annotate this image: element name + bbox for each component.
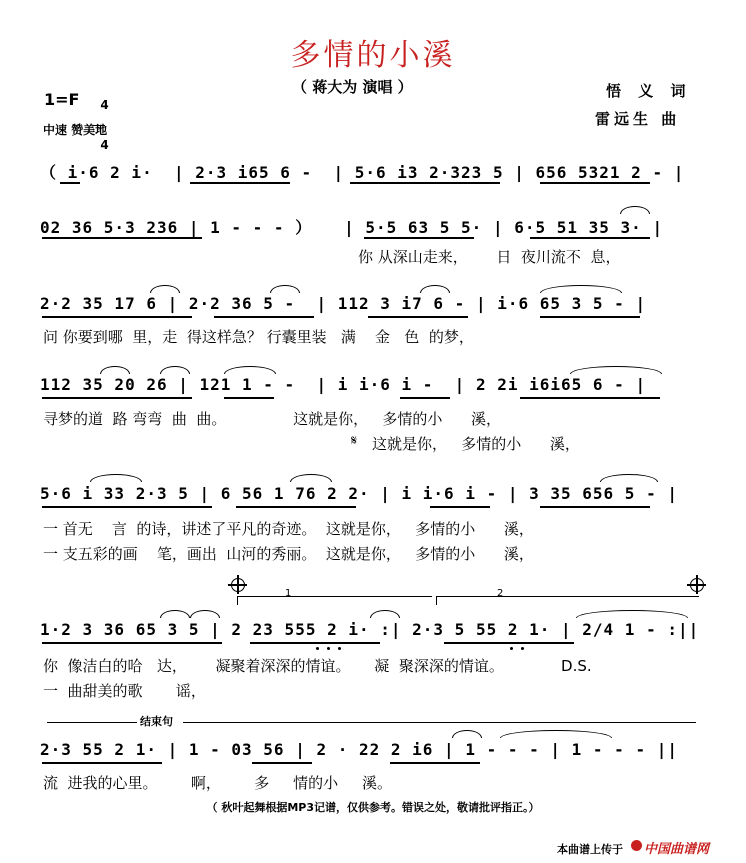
page-title: 多情的小溪: [290, 38, 456, 73]
time-signature-top: 4: [100, 98, 109, 112]
lyricist-credit: 悟 义 词: [606, 82, 692, 100]
score-row-3-lyric: 问 你要到哪 里，走 得这样急？ 行囊里装 满 金 色 的梦，: [43, 328, 474, 346]
score-row-7-lyric: 流 进我的心里。 啊， 多 情的小 溪。: [43, 774, 392, 792]
ending-bracket-line-right: [183, 722, 696, 723]
score-row-6-lyric-2: 一 曲甜美的歌 谣，: [43, 682, 206, 700]
key-signature: 1=F: [44, 90, 80, 109]
coda-sign-end: [690, 578, 704, 592]
score-row-5-notes: 5·6 i 33 2·3 5 | 6 56 1 76 2 2· | i i·6 i - | 3 35 656 5 - |: [40, 484, 678, 503]
site-brand: 中国曲谱网: [644, 842, 710, 857]
time-signature-bottom: 4: [100, 138, 109, 152]
ending-bracket-line-left: [47, 722, 137, 723]
segno-sign: 𝄋: [351, 433, 358, 449]
site-logo-icon: [631, 840, 642, 851]
ending-label: 结束句: [140, 715, 173, 728]
score-row-6-notes: 1·2 3 36 65 3 5 | 2 23 555 2 i· :| 2·3 5 55 2 1· | 2/4 1 - :||: [40, 620, 700, 639]
score-row-3-notes: 2·2 35 17 6 | 2·2 36 5 - | 112 3 i7 6 - | i·6 65 3 5 - |: [40, 294, 647, 313]
score-row-6-lyric-1: 你 像洁白的哈 达， 凝聚着深深的情谊。 凝 聚深深的情谊。 D.S.: [43, 657, 592, 675]
performer-subtitle: （ 蒋大为 演唱 ）: [292, 78, 413, 96]
tempo-marking: 中速 赞美地: [43, 123, 108, 137]
transcription-note: （ 秋叶起舞根据MP3记谱，仅供参考。错误之处，敬请批评指正。）: [206, 801, 540, 814]
score-row-2-notes: 02 36 5·3 236 | 1 - - - ） | 5·5 63 5 5· | 6·5 51 35 3· |: [40, 218, 664, 237]
score-row-5-lyric-1: 一 首无 言 的诗，讲述了平凡的奇迹。 这就是你， 多情的小 溪，: [43, 520, 534, 538]
upload-label: 本曲谱上传于: [557, 843, 623, 856]
score-row-5-lyric-2: 一 支五彩的画 笔，画出 山河的秀丽。 这就是你， 多情的小 溪，: [43, 545, 534, 563]
score-row-4-notes: 112 35 20 26 | 121 1 - - | i i·6 i - | 2 2i i6i65 6 - |: [40, 375, 647, 394]
time-signature: [92, 86, 109, 152]
volta-bracket-2: [436, 596, 699, 605]
volta-number-2: 2: [497, 588, 504, 599]
composer-credit: 雷远生 曲: [595, 110, 681, 128]
score-row-1-notes: （ i·6 2 i· | 2·3 i65 6 - | 5·6 i3 2·323 5 | 656 5321 2 - |: [40, 163, 685, 182]
score-row-2-lyric: 你 从深山走来， 日 夜川流不 息，: [358, 248, 621, 266]
volta-number-1: 1: [285, 588, 292, 599]
score-row-4-lyric-1: 寻梦的道 路 弯弯 曲 曲。 这就是你， 多情的小 溪，: [43, 410, 502, 428]
score-row-7-notes: 2·3 55 2 1· | 1 - 03 56 | 2 · 22 2 i6 | 1 - - - | 1 - - - ||: [40, 740, 678, 759]
volta-bracket-1: [237, 596, 432, 605]
coda-sign-start: [231, 578, 245, 592]
score-row-4-lyric-2: 这就是你， 多情的小 溪，: [372, 435, 580, 453]
